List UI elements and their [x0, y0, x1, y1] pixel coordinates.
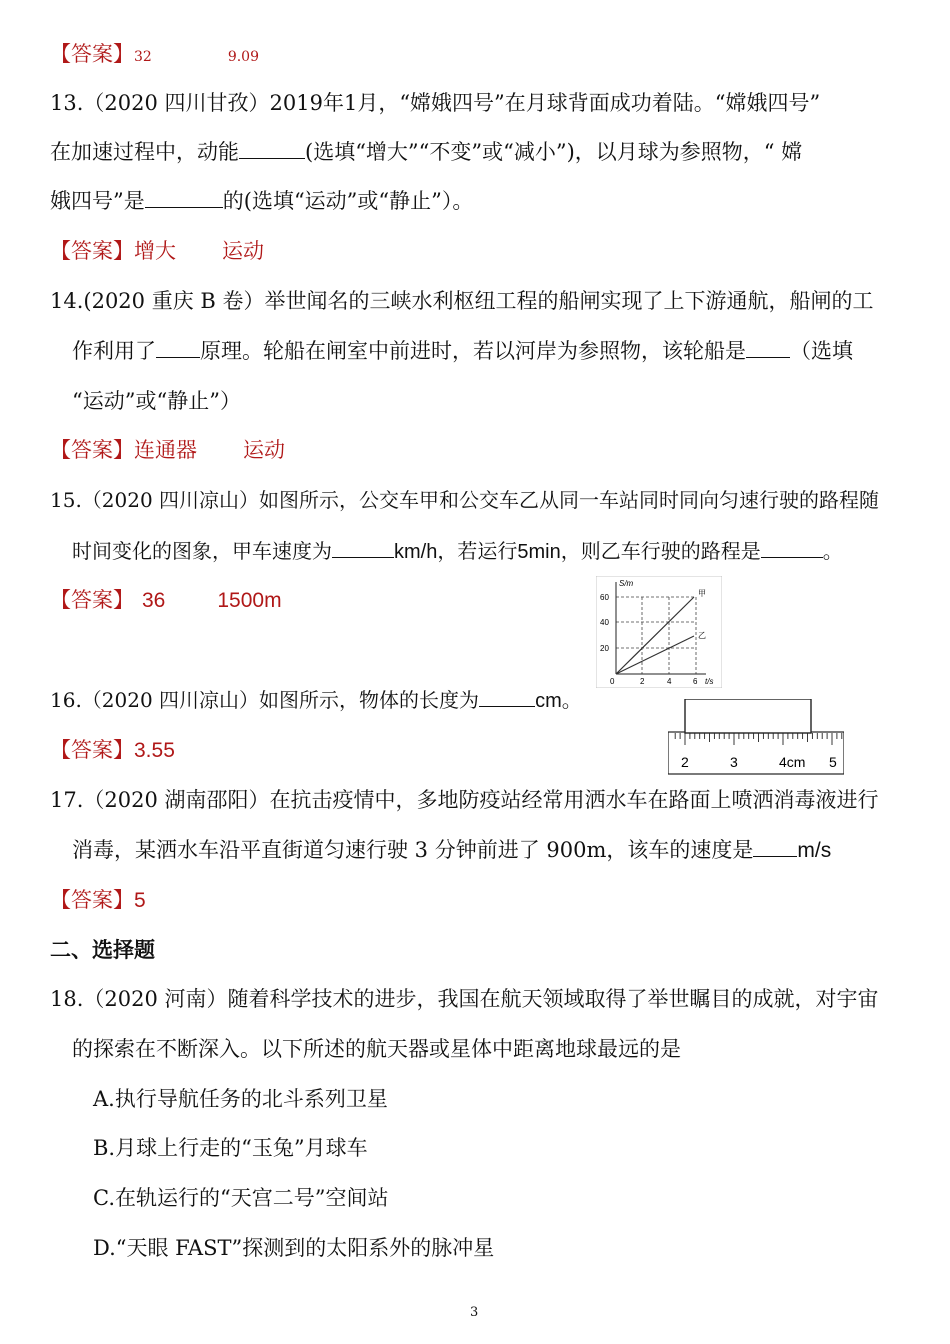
option-a: A.执行导航任务的北斗系列卫星	[93, 1087, 388, 1111]
q13-line-1: 13.（2020 四川甘孜）2019年1月，“嫦娥四号”在月球背面成功着陆。“嫦娥四号”	[50, 91, 821, 115]
y-tick-40: 40	[600, 618, 609, 627]
answer-16: 【答案】3.55	[50, 738, 175, 762]
ruler-label-4cm: 4cm	[779, 754, 806, 770]
ruler-label-2: 2	[681, 754, 689, 770]
answer-value-1: 32	[134, 49, 152, 65]
answer-blank	[239, 157, 305, 159]
q17-line-2: 消毒，某洒水车沿平直街道匀速行驶 3 分钟前进了 900m，该车的速度是 m/s	[72, 838, 832, 862]
x-axis-label: t/s	[705, 677, 714, 686]
x-tick-2: 2	[640, 677, 645, 686]
series-yi-label: 乙	[698, 631, 706, 640]
option-d: D.“天眼 FAST”探测到的太阳系外的脉冲星	[93, 1236, 495, 1260]
answer-blank	[332, 556, 394, 558]
answer-17: 【答案】5	[50, 888, 146, 912]
q14-line-1: 14.(2020 重庆 B 卷）举世闻名的三峡水利枢纽工程的船闸实现了上下游通航，船闸的工	[50, 289, 874, 313]
q13-line-2: 在加速过程中，动能 (选填“增大”“不变”或“减小”)，以月球为参照物，“ 嫦	[50, 140, 803, 164]
ruler-label-3: 3	[730, 754, 738, 770]
answer-blank	[156, 356, 200, 358]
series-jia-label: 甲	[698, 589, 706, 598]
section-heading: 二、选择题	[50, 937, 155, 962]
x-tick-4: 4	[667, 677, 672, 686]
y-axis-label: S/m	[619, 579, 634, 588]
q16-line-1: 16.（2020 四川凉山）如图所示，物体的长度为 cm。	[50, 688, 582, 712]
x-tick-6: 6	[693, 677, 698, 686]
q18-line-1: 18.（2020 河南）随着科学技术的进步，我国在航天领域取得了举世瞩目的成就，对宇宙	[50, 987, 879, 1011]
answer-13: 【答案】增大 运动	[50, 239, 264, 263]
option-b: B.月球上行走的“玉兔”月球车	[93, 1136, 368, 1160]
ruler-label-5: 5	[829, 754, 837, 770]
answer-12	[50, 44, 259, 65]
q13-line-3: 娥四号”是 的(选填“运动”或“静止”）。	[50, 189, 474, 213]
measured-object	[685, 699, 811, 733]
y-tick-20: 20	[600, 644, 609, 653]
answer-14: 【答案】连通器 运动	[50, 438, 285, 462]
option-c: C.在轨运行的“天宫二号”空间站	[93, 1186, 389, 1210]
q15-line-1: 15.（2020 四川凉山）如图所示，公交车甲和公交车乙从同一车站同时同向匀速行驶的路程随	[50, 488, 880, 512]
answer-blank	[753, 855, 797, 857]
answer-tag: 【答案】	[50, 42, 134, 66]
q17-line-1: 17.（2020 湖南邵阳）在抗击疫情中，多地防疫站经常用洒水车在路面上喷洒消毒液进行	[50, 788, 879, 812]
x-tick-0: 0	[610, 677, 615, 686]
q14-line-2: 作利用了 原理。轮船在闸室中前进时，若以河岸为参照物，该轮船是 （选填	[72, 339, 853, 363]
answer-15: 【答案】 36 1500m	[50, 588, 282, 612]
answer-blank	[761, 556, 823, 558]
answer-value-2: 9.09	[227, 49, 259, 65]
y-tick-60: 60	[600, 593, 609, 602]
q15-line-2: 时间变化的图象，甲车速度为 km/h，若运行5min，则乙车行驶的路程是 。	[72, 539, 843, 563]
answer-blank	[145, 206, 223, 208]
st-graph	[596, 576, 722, 688]
page-number: 3	[470, 1305, 479, 1320]
ruler-figure	[668, 699, 844, 775]
answer-blank	[479, 705, 535, 707]
q18-line-2: 的探索在不断深入。以下所述的航天器或星体中距离地球最远的是	[72, 1037, 681, 1061]
q14-line-3: “运动”或“静止”）	[72, 389, 241, 413]
answer-blank	[746, 356, 790, 358]
